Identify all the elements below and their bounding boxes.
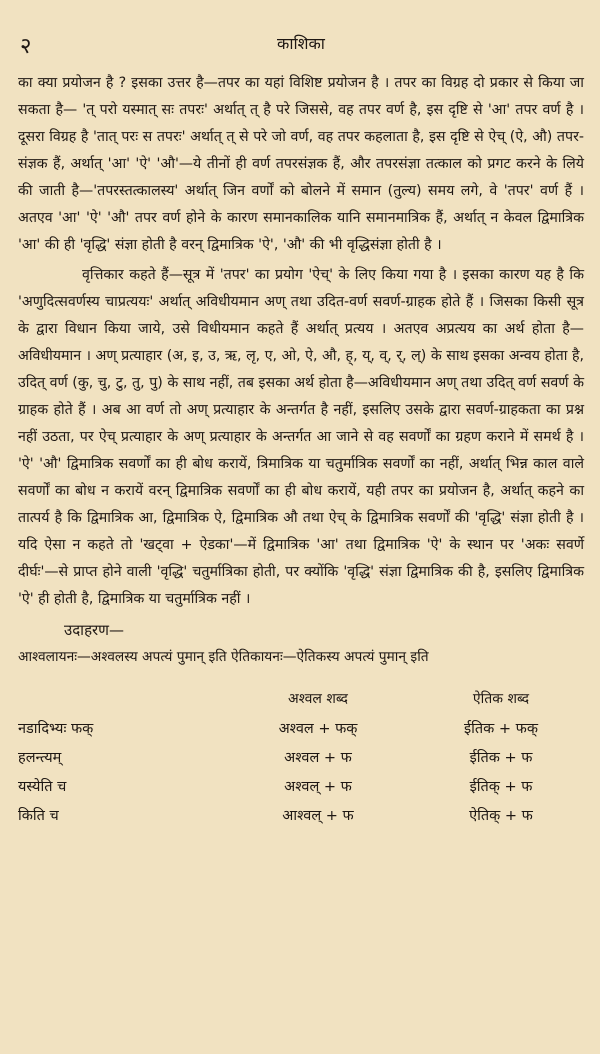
sutra-cell: हलन्त्यम् [18, 749, 62, 766]
ashvala-cell: आश्वल् + फ [282, 807, 354, 824]
paragraph-tapar-purpose: का क्या प्रयोजन है ? इसका उत्तर है—तपर का यहां विशिष्ट प्रयोजन है । तपर का विग्रह दो प्रकार से किया जा सकता है— 'त् परो यस्मात् सः तपरः' अर्थात् त् है परे जिससे, वह तपर वर्ण है, इस दृष्टि से 'आ' तपर वर्ण है । दूसरा विग्रह है 'तात् परः स तपरः' अर्थात् त् से परे जो वर्ण, वह तपर कहलाता है, इस दृष्टि से ऐच् (ऐ, औ) तपर-संज्ञक हैं, अर्थात् 'आ' 'ऐ' 'औ'—ये तीनों ही वर्ण तपरसंज्ञक हैं, और तपरसंज्ञा तत्काल को प्रगट करने के लिये की जाती है—'तपरस्तत्कालस्य' अर्थात् जिन वर्णों को बोलने में समान (तुल्य) समय लगे, वे 'तपर' वर्ण हैं । अतएव 'आ' 'ऐ' 'औ' तपर वर्ण होने के कारण समानकालिक यानि समानमात्रिक हैं, अर्थात् न केवल द्विमात्रिक 'आ' की ही 'वृद्धि' संज्ञा होती है वरन् द्विमात्रिक 'ऐ', 'औ' की भी वृद्धिसंज्ञा होती है । [18, 75, 584, 253]
sutra-cell: किति च [18, 807, 59, 824]
column-header-ashvala: अश्वल शब्द [288, 691, 348, 707]
aitika-cell: ऐतिक् + फ [469, 807, 533, 824]
ashvala-cell: अश्वल + फ [284, 749, 352, 766]
examples-intro-line: आश्वलायनः—अश्वलस्य अपत्यं पुमान् इति ऐतिकायनः—ऐतिकस्य अपत्यं पुमान् इति [18, 649, 429, 665]
examples-heading: उदाहरण— [64, 621, 125, 639]
page-number: २ [20, 34, 32, 59]
sutra-cell: यस्येति च [18, 778, 67, 795]
ashvala-cell: अश्वल् + फ [284, 778, 352, 795]
table-row [18, 713, 584, 742]
table-row [18, 742, 584, 771]
table-row [18, 800, 584, 829]
ashvala-cell: अश्वल + फक् [278, 720, 358, 737]
running-title: काशिका [277, 34, 325, 53]
header-blank [18, 684, 218, 713]
aitika-cell: ईतिक + फक् [464, 720, 538, 737]
paragraph-vrittikar: वृत्तिकार कहते हैं—सूत्र में 'तपर' का प्रयोग 'ऐच्' के लिए किया गया है । इसका कारण यह है कि 'अणुदित्सवर्णस्य चाप्रत्ययः' अर्थात् अविधीयमान अण् तथा उदित-वर्ण सवर्ण-ग्राहक होते हैं । जिसका किसी सूत्र के द्वारा विधान किया जाये, उसे विधीयमान कहते हैं अर्थात् प्रत्यय । अतएव अप्रत्यय का अर्थ होता है—अविधीयमान । अण् प्रत्याहार (अ, इ, उ, ऋ, लृ, ए, ओ, ऐ, औ, ह्, य्, व्, र्, ल्) के साथ इसका अन्वय होता है, उदित् वर्ण (कु, चु, टु, तु, पु) के साथ नहीं, तब इसका अर्थ होता है—अविधीयमान अण् तथा उदित् वर्ण सवर्ण के ग्राहक होते हैं । अब आ वर्ण तो अण् प्रत्याहार के अन्तर्गत है नहीं, इसलिए उसके द्वारा सवर्ण-ग्राहकता का प्रश्न नहीं उठता, पर ऐच् प्रत्याहार के अण् प्रत्याहार के अन्तर्गत आ जाने से वह सवर्णों का ग्रहण कराने में समर्थ है । 'ऐ' 'औ' द्विमात्रिक सवर्णों का ही बोध करायें, त्रिमात्रिक या चतुर्मात्रिक सवर्णों का नहीं, अर्थात् भिन्न काल वाले सवर्णों का बोध न करायें वरन् द्विमात्रिक सवर्णों का ही बोध करायें, यही तपर का प्रयोजन है, अर्थात् कहने का तात्पर्य है कि द्विमात्रिक आ, द्विमात्रिक ऐ, द्विमात्रिक औ तथा ऐच् के द्विमात्रिक सवर्णों की 'वृद्धि' संज्ञा होती है । यदि ऐसा न कहते तो 'खट्वा + ऐडका'—में द्विमात्रिक 'आ' तथा द्विमात्रिक 'ऐ' के स्थान पर 'अकः सवर्णे दीर्घः'—से प्राप्त होने वाली 'वृद्धि' चतुर्मात्रिका होती, पर क्योंकि 'वृद्धि' संज्ञा द्विमात्रिक की है, इसलिए द्विमात्रिक 'ऐ' ही होती है, द्विमात्रिक या चतुर्मात्रिक नहीं । [18, 267, 584, 607]
aitika-cell: ईतिक् + फ [469, 778, 533, 795]
aitika-cell: ईतिक + फ [469, 749, 533, 766]
page-header [18, 30, 584, 70]
column-header-aitika: ऐतिक शब्द [472, 691, 530, 707]
sutra-cell: नडादिभ्यः फक् [18, 720, 94, 737]
derivation-table [18, 684, 584, 829]
table-row [18, 771, 584, 800]
derivation-table-header [18, 684, 584, 713]
